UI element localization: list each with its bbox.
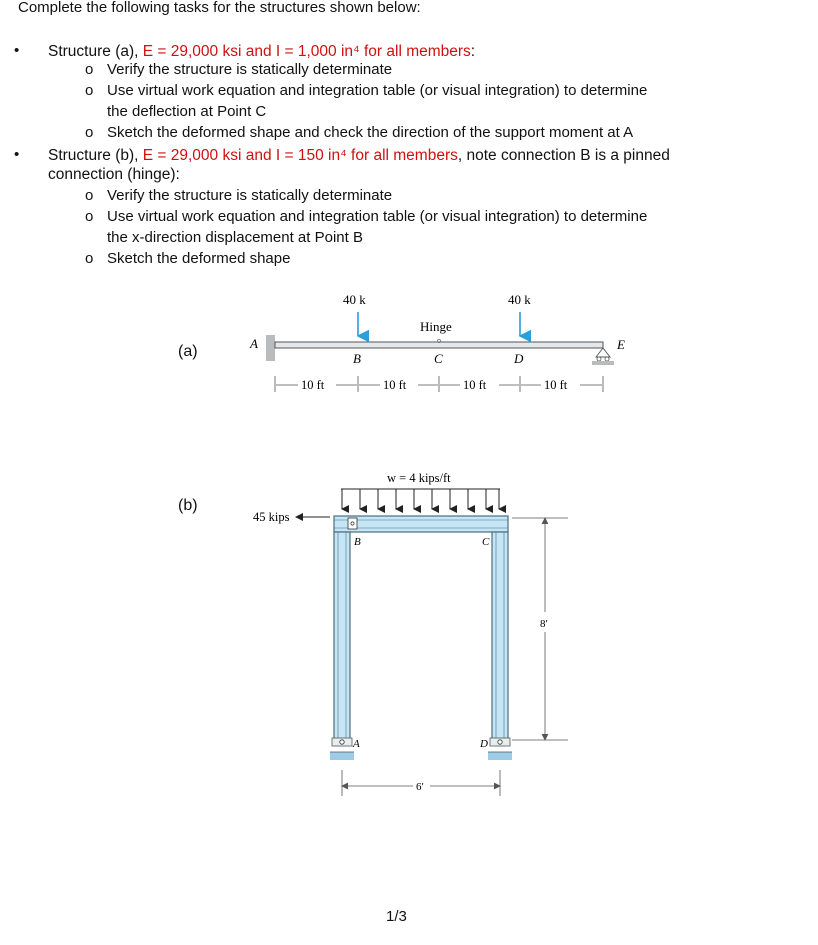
frame-point-a: A [353,738,360,750]
bullet-dot-1: • [14,42,20,59]
frame-column-right [492,532,508,740]
task-b-2-cont: the x-direction displacement at Point B [107,229,363,246]
sub-marker: o [85,124,94,141]
beam-point-b: B [353,351,361,366]
task-b-2: Use virtual work equation and integration table (or visual integration) to determine [107,208,648,225]
figure-a-label: (a) [178,343,198,360]
frame-point-d: D [480,738,488,750]
bullet-dot-2: • [14,146,20,163]
bullet-2-title-cont: connection (hinge): [48,166,180,183]
udl-label: w = 4 kips/ft [387,471,451,485]
dim-ab: 10 ft [301,378,325,392]
pin-support-d [488,738,512,760]
hinge-label: Hinge [420,319,452,334]
dim-de: 10 ft [544,378,568,392]
bullet-1-properties: E = 29,000 ksi and I = 1,000 in⁴ for all members [142,43,471,60]
bullet-2-tail: , note connection B is a pinned [457,147,670,164]
pin-connection-b [348,518,357,529]
beam-point-d: D [514,351,524,366]
udl-arrows [342,489,499,509]
bullet-2-lead: Structure (b), [48,147,143,164]
page-number: 1/3 [386,908,407,925]
frame-point-b: B [354,536,361,548]
lateral-load-label: 45 kips [253,510,290,524]
task-b-1: Verify the structure is statically determinate [107,187,393,204]
sub-marker: o [85,208,94,225]
sub-marker: o [85,187,94,204]
task-a-2: Use virtual work equation and integration table (or visual integration) to determine [107,82,648,99]
task-a-1: Verify the structure is statically determinate [107,61,393,78]
task-b-3: Sketch the deformed shape [107,250,291,267]
sub-marker: o [85,61,94,78]
frame-beam [334,516,508,532]
frame-point-c: C [482,536,490,548]
bullet-1-lead: Structure (a), [48,43,143,60]
bullet-1-tail: : [470,43,476,60]
width-label: 6′ [416,781,424,793]
bullet-2-properties: E = 29,000 ksi and I = 150 in⁴ for all members [142,147,458,164]
task-a-2-cont: the deflection at Point C [107,103,267,120]
height-label: 8′ [540,618,548,630]
beam-point-c: C [434,351,443,366]
task-a-3: Sketch the deformed shape and check the direction of the support moment at A [107,124,634,141]
dim-cd: 10 ft [463,378,487,392]
beam-point-e: E [617,337,625,352]
pin-support-a [330,738,354,760]
load-d-label: 40 k [508,292,531,307]
intro-text: Complete the following tasks for the structures shown below: [18,0,421,16]
load-b-label: 40 k [343,292,366,307]
beam-point-a: A [250,336,258,351]
sub-marker: o [85,82,94,99]
dim-bc: 10 ft [383,378,407,392]
sub-marker: o [85,250,94,267]
figure-b-label: (b) [178,497,198,514]
frame-column-left [334,532,350,740]
